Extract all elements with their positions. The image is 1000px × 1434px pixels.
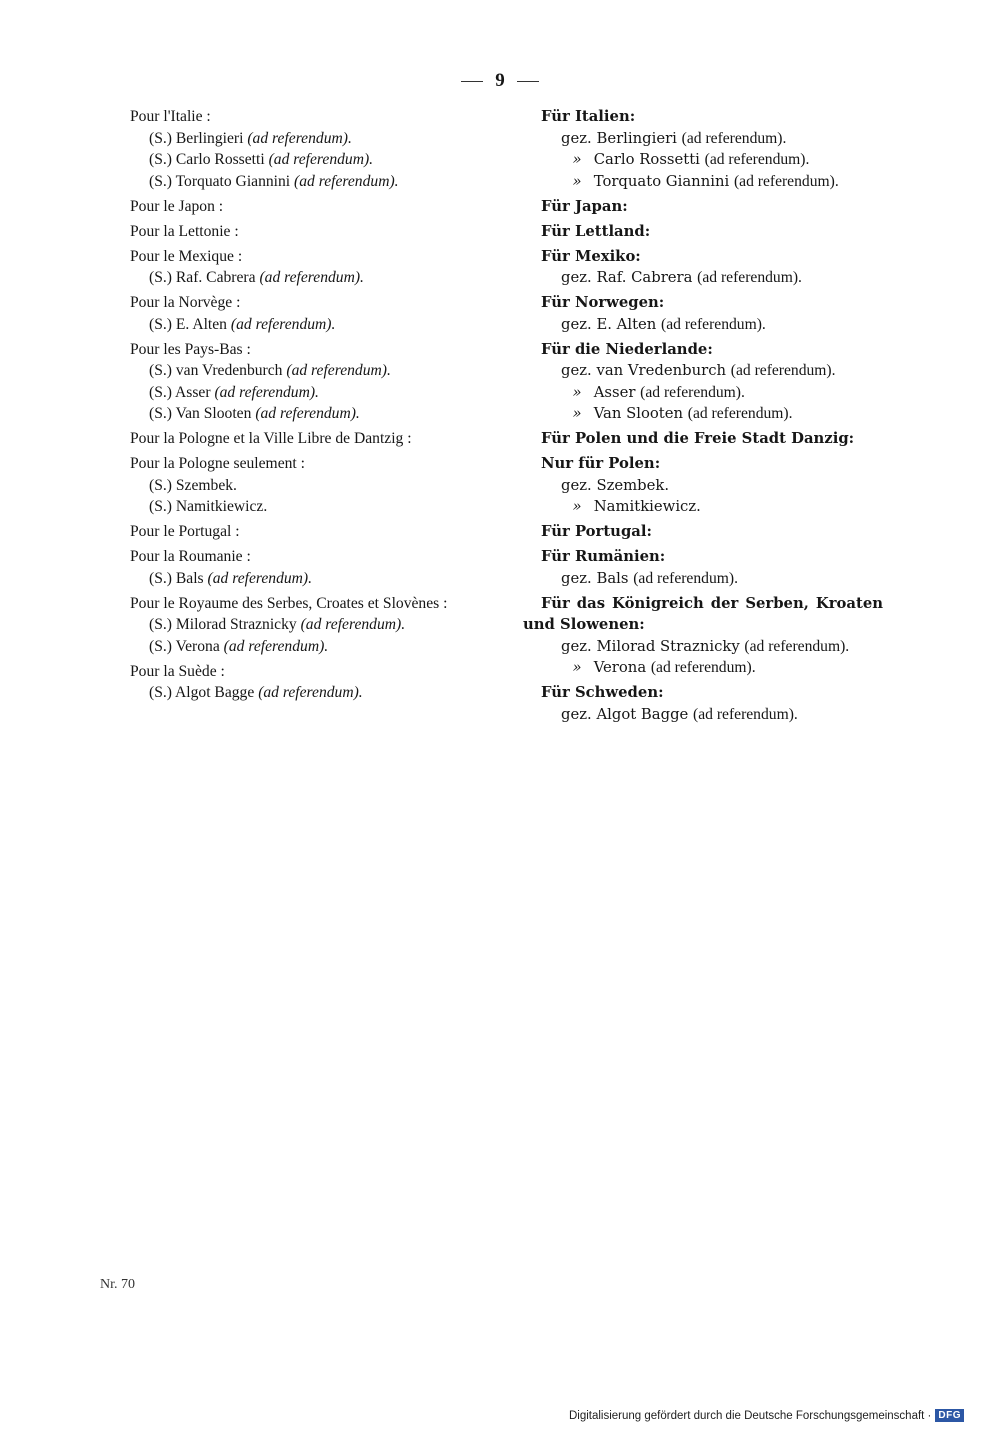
signatory-name: Carlo Rossetti	[175, 151, 265, 168]
fr-signatory-block	[112, 661, 502, 704]
de-country-label: Für Lettland:	[541, 222, 651, 240]
fr-signatory-block	[112, 339, 502, 425]
signature-prefix: »	[572, 151, 582, 168]
ad-referendum-note: (ad referendum).	[650, 659, 756, 676]
fr-signatory-block	[112, 106, 502, 192]
signature-prefix: (S.)	[149, 362, 172, 379]
fr-signature-line	[112, 682, 502, 704]
ad-referendum-note: (ad referendum).	[230, 315, 336, 333]
signature-prefix: (S.)	[149, 405, 172, 422]
signature-prefix: gez.	[561, 705, 592, 723]
fr-signature-line	[112, 403, 502, 425]
de-signature-line	[523, 403, 883, 425]
signature-prefix: (S.)	[149, 151, 172, 168]
de-signatory-block	[523, 196, 883, 218]
german-column	[523, 106, 883, 729]
signature-prefix: gez.	[561, 315, 592, 333]
de-signature-line	[523, 314, 883, 336]
fr-country-label: Pour la Roumanie :	[130, 548, 251, 565]
signature-prefix: (S.)	[149, 315, 172, 333]
ad-referendum-note: (ad referendum).	[259, 269, 364, 286]
footer-mark: Nr. 70	[100, 1277, 135, 1292]
ad-referendum-note: (ad referendum).	[214, 383, 319, 401]
fr-signature-line	[112, 267, 502, 289]
de-signatory-block	[523, 246, 883, 289]
signature-prefix: gez.	[561, 637, 592, 655]
de-country-label: Für Japan:	[541, 197, 628, 215]
signatory-name: Van Slooten	[593, 405, 684, 422]
de-country-label: Für die Niederlande:	[541, 340, 713, 358]
signatory-name: Asser	[593, 383, 636, 401]
de-signatory-block	[523, 428, 883, 450]
signature-prefix: gez.	[561, 269, 592, 286]
signatory-name: Raf. Cabrera	[175, 269, 256, 286]
de-country-label: Für Polen und die Freie Stadt Danzig:	[541, 430, 855, 447]
de-signature-line	[523, 171, 883, 193]
de-signature-line	[523, 382, 883, 404]
de-signatory-block	[523, 221, 883, 243]
signatory-name: Szembek.	[175, 476, 237, 494]
de-signature-line	[523, 128, 883, 150]
ad-referendum-note: (ad referendum).	[661, 315, 766, 333]
fr-signature-line	[112, 149, 502, 171]
signatory-name: Milorad Straznicky	[596, 637, 740, 655]
ad-referendum-note: (ad referendum).	[733, 172, 839, 190]
de-signature-line	[523, 704, 883, 726]
fr-country-label: Pour l'Italie :	[130, 108, 211, 125]
signatory-name: E. Alten	[175, 315, 227, 333]
signature-prefix: (S.)	[149, 616, 172, 633]
ad-referendum-note: (ad referendum).	[258, 684, 363, 701]
fr-signature-line	[112, 496, 502, 518]
signatory-name: Torquato Giannini	[593, 172, 730, 190]
signatory-name: Van Slooten	[175, 405, 252, 422]
ad-referendum-note: (ad referendum).	[697, 269, 802, 286]
fr-signature-line	[112, 382, 502, 404]
signatory-name: Algot Bagge	[175, 684, 255, 701]
de-signatory-block	[523, 453, 883, 518]
signature-prefix: (S.)	[149, 637, 172, 655]
de-country-label: Für das Königreich der Serben, Kroaten und Slowenen:	[523, 594, 883, 633]
ad-referendum-note: (ad referendum).	[730, 362, 836, 379]
signature-prefix: (S.)	[149, 383, 172, 401]
ad-referendum-note: (ad referendum).	[704, 151, 810, 168]
fr-signatory-block	[112, 428, 502, 450]
fr-signatory-block	[112, 292, 502, 335]
page-number: 9	[0, 70, 1000, 92]
signature-prefix: »	[572, 405, 582, 422]
fr-country-label: Pour le Japon :	[130, 197, 224, 215]
de-signature-line	[523, 568, 883, 590]
signatory-name: Berlingieri	[596, 129, 677, 147]
signatory-name: Algot Bagge	[596, 705, 689, 723]
fr-signature-line	[112, 314, 502, 336]
signatory-name: Verona	[175, 637, 220, 655]
fr-signature-line	[112, 128, 502, 150]
signature-prefix: (S.)	[149, 172, 172, 190]
signatory-name: Milorad Straznicky	[175, 616, 297, 633]
signature-prefix: (S.)	[149, 269, 172, 286]
signatory-name: Namitkiewicz.	[593, 498, 701, 515]
de-country-label: Für Norwegen:	[541, 294, 665, 311]
de-country-label: Für Mexiko:	[541, 247, 641, 265]
de-signatory-block	[523, 339, 883, 425]
signature-prefix: gez.	[561, 362, 592, 379]
ad-referendum-note: (ad referendum).	[300, 616, 406, 633]
ad-referendum-note: (ad referendum).	[633, 569, 738, 587]
de-country-label: Für Italien:	[541, 108, 636, 125]
de-country-label: Für Schweden:	[541, 684, 664, 701]
fr-signatory-block	[112, 521, 502, 543]
signature-prefix: »	[572, 172, 582, 190]
de-country-label: Nur für Polen:	[541, 455, 661, 472]
ad-referendum-note: (ad referendum).	[268, 151, 374, 168]
french-column	[112, 106, 502, 707]
signature-prefix: gez.	[561, 569, 592, 587]
signatory-name: van Vredenburch	[596, 362, 727, 379]
fr-country-label: Pour le Royaume des Serbes, Croates et Slovènes :	[130, 594, 448, 612]
fr-signatory-block	[112, 221, 502, 243]
signature-prefix: gez.	[561, 129, 592, 147]
fr-signature-line	[112, 568, 502, 590]
fr-country-label: Pour le Portugal :	[130, 523, 240, 540]
de-signature-line	[523, 657, 883, 679]
de-country-label: Für Portugal:	[541, 523, 652, 540]
fr-signatory-block	[112, 546, 502, 589]
signature-prefix: (S.)	[149, 129, 172, 147]
signatory-name: Bals	[175, 569, 204, 587]
de-signature-line	[523, 475, 883, 497]
signature-prefix: (S.)	[149, 684, 172, 701]
de-country-label: Für Rumänien:	[541, 548, 666, 565]
left-dash	[461, 81, 483, 82]
de-signature-line	[523, 267, 883, 289]
ad-referendum-note: (ad referendum).	[693, 705, 798, 723]
ad-referendum-note: (ad referendum).	[681, 129, 787, 147]
signature-prefix: »	[572, 659, 582, 676]
fr-signatory-block	[112, 246, 502, 289]
signatory-name: Namitkiewicz.	[175, 498, 268, 515]
fr-signature-line	[112, 614, 502, 636]
signature-prefix: »	[572, 498, 582, 515]
signatory-name: Verona	[593, 659, 647, 676]
fr-country-label: Pour la Lettonie :	[130, 222, 239, 240]
de-signature-line	[523, 496, 883, 518]
signatory-name: Torquato Giannini	[175, 172, 291, 190]
credit-text: Digitalisierung gefördert durch die Deutsche Forschungsgemeinschaft ·	[568, 1409, 932, 1422]
fr-country-label: Pour la Pologne et la Ville Libre de Dantzig :	[130, 430, 412, 447]
digitization-credit	[569, 1409, 964, 1422]
de-signature-line	[523, 360, 883, 382]
de-signatory-block	[523, 546, 883, 589]
dfg-logo-icon: DFG	[935, 1409, 964, 1422]
ad-referendum-note: (ad referendum).	[286, 362, 391, 379]
fr-country-label: Pour la Suède :	[130, 662, 225, 680]
signatory-name: Berlingieri	[175, 129, 244, 147]
fr-signature-line	[112, 360, 502, 382]
signatory-name: Raf. Cabrera	[596, 269, 693, 286]
fr-signature-line	[112, 636, 502, 658]
signatory-name: E. Alten	[596, 315, 657, 333]
signature-prefix: gez.	[561, 476, 592, 494]
fr-signature-line	[112, 171, 502, 193]
de-signatory-block	[523, 106, 883, 192]
de-signatory-block	[523, 292, 883, 335]
fr-signatory-block	[112, 196, 502, 218]
ad-referendum-note: (ad referendum).	[744, 637, 850, 655]
ad-referendum-note: (ad referendum).	[255, 405, 360, 422]
signatory-name: van Vredenburch	[175, 362, 283, 379]
ad-referendum-note: (ad referendum).	[294, 172, 399, 190]
signatory-name: Asser	[175, 383, 211, 401]
fr-signatory-block	[112, 453, 502, 518]
fr-country-label: Pour le Mexique :	[130, 247, 243, 265]
ad-referendum-note: (ad referendum).	[247, 129, 352, 147]
signature-prefix: (S.)	[149, 476, 172, 494]
fr-signatory-block	[112, 593, 502, 658]
de-signatory-block	[523, 521, 883, 543]
ad-referendum-note: (ad referendum).	[207, 569, 313, 587]
de-signatory-block	[523, 593, 883, 679]
de-signature-line	[523, 149, 883, 171]
de-signatory-block	[523, 682, 883, 725]
fr-country-label: Pour les Pays-Bas :	[130, 340, 251, 358]
signatory-name: Bals	[596, 569, 629, 587]
ad-referendum-note: (ad referendum).	[640, 383, 745, 401]
signature-prefix: (S.)	[149, 569, 172, 587]
fr-signature-line	[112, 475, 502, 497]
ad-referendum-note: (ad referendum).	[223, 637, 329, 655]
fr-country-label: Pour la Norvège :	[130, 294, 241, 311]
signatory-name: Szembek.	[596, 476, 670, 494]
signatory-name: Carlo Rossetti	[593, 151, 700, 168]
fr-country-label: Pour la Pologne seulement :	[130, 455, 305, 472]
right-dash	[517, 81, 539, 82]
signature-prefix: (S.)	[149, 498, 172, 515]
de-signature-line	[523, 636, 883, 658]
ad-referendum-note: (ad referendum).	[687, 405, 793, 422]
signature-prefix: »	[572, 383, 582, 401]
